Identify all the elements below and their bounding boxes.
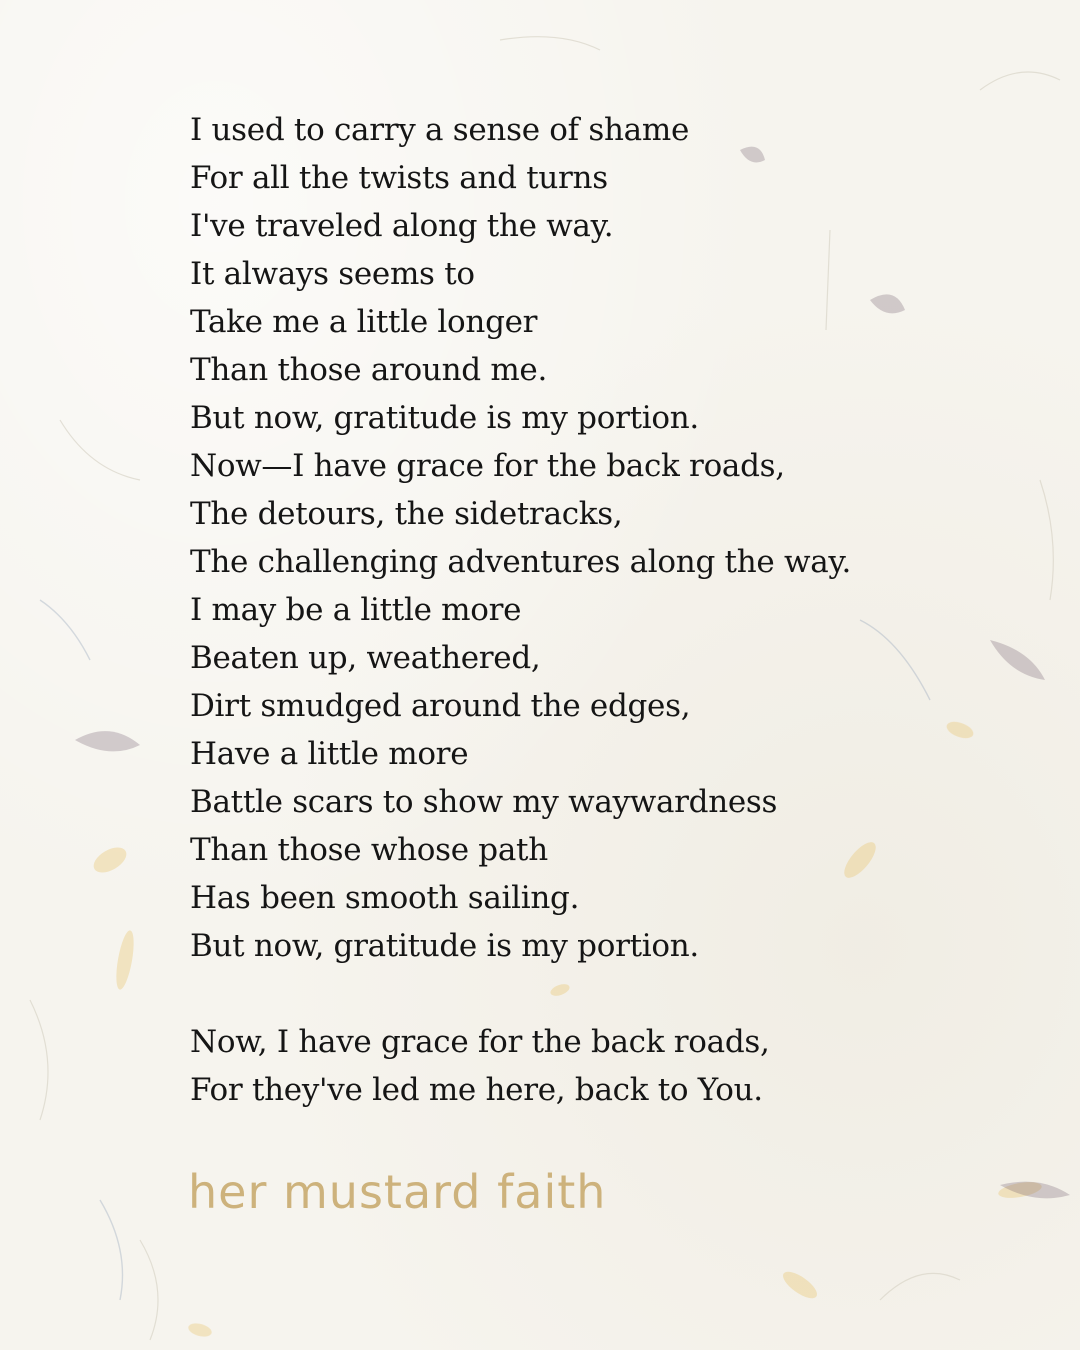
poem-line: For all the twists and turns (190, 160, 608, 196)
poem-line: Than those whose path (190, 832, 548, 868)
poem-line: I used to carry a sense of shame (190, 112, 689, 148)
poem-line: Beaten up, weathered, (190, 640, 541, 676)
poem-line: Take me a little longer (190, 304, 538, 340)
poem-line: Has been smooth sailing. (190, 880, 580, 916)
poem-line: Have a little more (190, 736, 469, 772)
poem-line: I've traveled along the way. (190, 208, 614, 244)
stanza-break (190, 970, 1010, 1018)
poem-line: But now, gratitude is my portion. (190, 400, 699, 436)
petal (113, 929, 137, 991)
poem-line: The challenging adventures along the way. (190, 544, 852, 580)
poem-line: Battle scars to show my waywardness (190, 784, 778, 820)
poem-line: The detours, the sidetracks, (190, 496, 623, 532)
poem-line: But now, gratitude is my portion. (190, 928, 699, 964)
signature-logo: her mustard faith (188, 1165, 607, 1219)
poem-line: For they've led me here, back to You. (190, 1072, 763, 1108)
poem-line: Now, I have grace for the back roads, (190, 1024, 770, 1060)
poem-body (190, 106, 1010, 1114)
poem-line: Dirt smudged around the edges, (190, 688, 691, 724)
petal (779, 1267, 821, 1303)
poem-line: I may be a little more (190, 592, 522, 628)
petal (187, 1321, 213, 1339)
poem-line: Now—I have grace for the back roads, (190, 448, 785, 484)
petal (89, 842, 130, 877)
poem-line: It always seems to (190, 256, 475, 292)
poem-line: Than those around me. (190, 352, 548, 388)
petal (75, 731, 140, 751)
